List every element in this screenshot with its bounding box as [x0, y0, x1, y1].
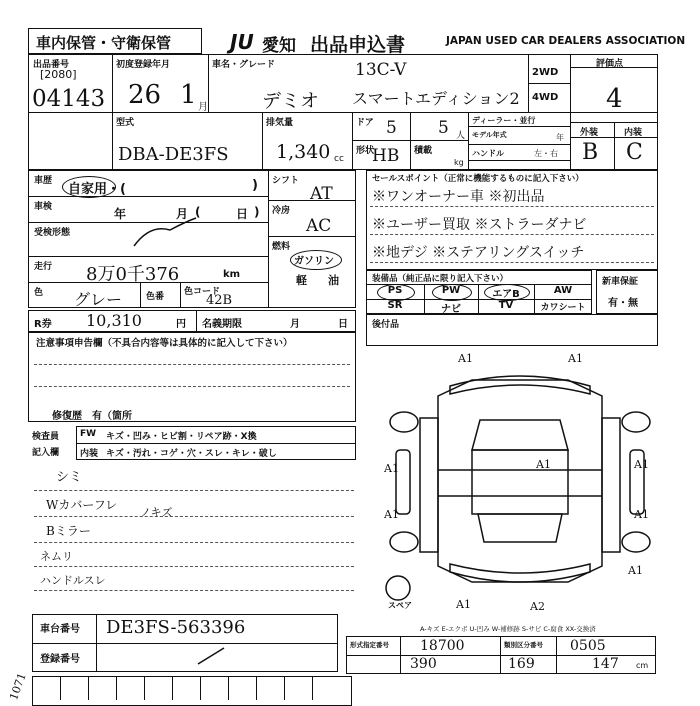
- sales-label: セールスポイント（正常に機能するものに記入下さい）: [372, 174, 584, 184]
- spec-header-1: 形式指定番号: [350, 641, 389, 649]
- inspection-month: 月: [176, 207, 189, 221]
- diagram-mark-7: A1: [634, 508, 649, 521]
- remark-2: Wカバーフレ: [46, 498, 118, 512]
- car-grade: スマートエディション2: [352, 89, 520, 108]
- expiry-month: 月: [290, 319, 300, 330]
- inspector-label-2: 記入欄: [32, 448, 60, 458]
- form-title: 出品申込書: [310, 34, 406, 56]
- spec-value-2: 0505: [570, 638, 606, 654]
- remark-4: ネムリ: [40, 550, 73, 563]
- shape-label: 形状: [356, 146, 375, 156]
- car-grade-code: 13C-V: [355, 60, 407, 80]
- inspector-inside: 内装: [80, 449, 99, 459]
- registration-month-unit: 月: [198, 102, 208, 113]
- recycle-unit: 円: [176, 319, 186, 330]
- pw-circle: [432, 284, 472, 301]
- english-title: JAPAN USED CAR DEALERS ASSOCIATION: [446, 35, 686, 47]
- recycle-value: 10,310: [86, 311, 142, 330]
- repair-history: 修復歴 有（箇所: [52, 411, 132, 422]
- fuel-alt2: 油: [328, 274, 339, 287]
- recycle-block: [28, 310, 356, 332]
- doors-value: 5: [386, 118, 397, 138]
- inspection-close: ): [254, 205, 260, 219]
- displacement-value: 1,340: [276, 141, 331, 163]
- diagram-mark-2: A1: [568, 352, 583, 365]
- diagram-mark-1: A1: [458, 352, 473, 365]
- color-code: 42B: [206, 293, 233, 308]
- chassis-label: 車台番号: [40, 624, 80, 635]
- diagram-mark-8: A1: [628, 564, 643, 577]
- car-name-label: 車名・グレード: [212, 60, 276, 70]
- side-number: 1071: [7, 671, 29, 702]
- shift-label: シフト: [272, 176, 300, 186]
- score-value: 4: [606, 84, 623, 114]
- doors-label: ドア: [356, 118, 374, 128]
- inspection-label: 車検: [34, 202, 53, 212]
- color-code-label: 色コード: [184, 287, 221, 297]
- aftermarket-block: [366, 314, 658, 346]
- notes-label: 注意事項申告欄（不具合内容等は具体的に記入して下さい）: [36, 338, 293, 349]
- fuel-label: 燃料: [272, 242, 291, 252]
- inspection-day: 日: [236, 207, 249, 221]
- loading-label: 積載: [414, 146, 433, 156]
- seats-unit: 人: [456, 131, 466, 141]
- registration-label: 初度登録年月: [116, 60, 171, 70]
- spec-unit: cm: [636, 661, 649, 670]
- equip-pw: PW: [441, 285, 461, 296]
- diagram-mark-9: A2: [530, 600, 545, 613]
- usage-close: ): [252, 178, 258, 193]
- interior-score: C: [626, 140, 643, 165]
- handle-options: 左・右: [534, 149, 558, 158]
- drive-2wd: 2WD: [532, 67, 559, 78]
- airbag-circle: [484, 284, 530, 301]
- inspector-label-1: 検査員: [32, 432, 60, 442]
- sales-line-3: ※地デジ ※ステアリングスイッチ: [372, 245, 585, 261]
- storage-stamp-text: 車内保管・守衛保管: [36, 34, 172, 52]
- dealer-label: ディーラー・並行: [472, 116, 536, 125]
- bottom-row: [32, 676, 352, 706]
- spec-value-1: 18700: [420, 638, 465, 654]
- equip-leather: カワシート: [540, 303, 586, 313]
- mileage-unit: km: [223, 269, 241, 280]
- cooling-value: AC: [306, 216, 332, 236]
- diagram-mark-10: A1: [456, 598, 471, 611]
- inspection-year: 年: [114, 207, 127, 221]
- spec-width: 169: [508, 656, 535, 672]
- loading-unit: kg: [454, 158, 464, 167]
- spare-label: スペア: [388, 601, 412, 610]
- sales-line-2: ※ユーザー買取 ※ストラーダナビ: [372, 217, 587, 233]
- handle-label: ハンドル: [472, 149, 504, 158]
- spec-height: 147: [592, 656, 619, 672]
- equipment-label: 装備品（純正品に限り記入下さい）: [372, 274, 509, 284]
- lot-label: 出品番号: [33, 60, 70, 70]
- recycle-label: R券: [34, 319, 52, 330]
- inspector-row2: キズ・汚れ・コゲ・穴・スレ・キレ・破し: [106, 449, 277, 459]
- registration-month: 1: [180, 80, 197, 110]
- cooling-label: 冷房: [272, 206, 291, 216]
- score-label: 評価点: [596, 59, 624, 69]
- displacement-label: 排気量: [266, 118, 294, 128]
- drive-4wd: 4WD: [532, 92, 559, 103]
- chassis-value: DE3FS-563396: [106, 617, 246, 638]
- exterior-score: B: [582, 140, 599, 165]
- inspection-open: (: [195, 205, 201, 219]
- equip-airbag: エアB: [492, 289, 520, 300]
- car-diagram: [380, 346, 660, 626]
- reg-no-label: 登録番号: [40, 654, 80, 665]
- shape-value: HB: [372, 146, 400, 166]
- usage-label: 車歴: [34, 176, 53, 186]
- color-no-label: 色番: [146, 292, 165, 302]
- mileage-value: 8万0千376: [86, 264, 180, 285]
- model-value: DBA-DE3FS: [118, 144, 229, 165]
- color-label: 色: [34, 288, 44, 298]
- equip-sr: SR: [387, 300, 403, 311]
- diagram-mark-4: A1: [536, 458, 551, 471]
- org-name: 愛知: [262, 36, 296, 56]
- lot-number: 04143: [32, 86, 106, 112]
- exterior-label: 外装: [580, 128, 599, 138]
- lot-sub: [2080]: [40, 68, 77, 81]
- fuel-alt1: 軽: [296, 274, 307, 287]
- ps-circle: [377, 284, 415, 301]
- model-year-label: モデル年式: [472, 131, 507, 139]
- diagram-mark-3: A1: [384, 462, 399, 475]
- seats-value: 5: [438, 118, 449, 138]
- equip-aw: AW: [553, 285, 573, 296]
- accept-label: 受検形態: [34, 228, 71, 238]
- equip-navi: ナビ: [441, 304, 461, 315]
- registration-year: 26: [128, 80, 162, 110]
- new-car-value: 有・無: [608, 298, 638, 309]
- fuel-value: ガソリン: [294, 256, 334, 267]
- damage-legend: A-キズ E-エクボ U-凹み W-補修跡 S-サビ C-腐食 XX-交換済: [420, 625, 596, 633]
- mileage-label: 走行: [34, 262, 53, 272]
- expiry-label: 名義期限: [202, 319, 242, 330]
- inspection-strike: [130, 214, 200, 250]
- remark-3: Bミラー: [46, 524, 91, 538]
- aftermarket-label: 後付品: [372, 320, 400, 330]
- inspector-row1: キズ・凹み・ヒビ割・リペア跡・X換: [106, 432, 257, 442]
- car-name: デミオ: [262, 90, 320, 112]
- equip-ps: PS: [387, 285, 403, 296]
- remark-mark: ノキズ: [140, 506, 173, 519]
- spec-length: 390: [410, 656, 437, 672]
- color-value: グレー: [74, 290, 123, 309]
- inspector-fw: FW: [80, 429, 97, 439]
- expiry-day: 日: [338, 319, 348, 330]
- remark-5: ハンドルスレ: [40, 574, 106, 587]
- ju-logo: JU: [230, 30, 254, 54]
- interior-label: 内装: [624, 128, 643, 138]
- reg-no-strike: [196, 646, 226, 666]
- model-year-unit: 年: [556, 133, 564, 142]
- displacement-unit: cc: [334, 154, 344, 164]
- new-car-label: 新車保証: [602, 277, 639, 287]
- shift-value: AT: [310, 184, 333, 204]
- model-label: 型式: [116, 118, 135, 128]
- remark-1: シミ: [56, 470, 83, 485]
- equip-tv: TV: [498, 300, 514, 311]
- diagram-mark-5: A1: [634, 458, 649, 471]
- spec-header-2: 類別区分番号: [504, 641, 543, 649]
- usage-value: 自家用・(: [68, 182, 126, 197]
- sales-line-1: ※ワンオーナー車 ※初出品: [372, 189, 545, 205]
- diagram-mark-6: A1: [384, 508, 399, 521]
